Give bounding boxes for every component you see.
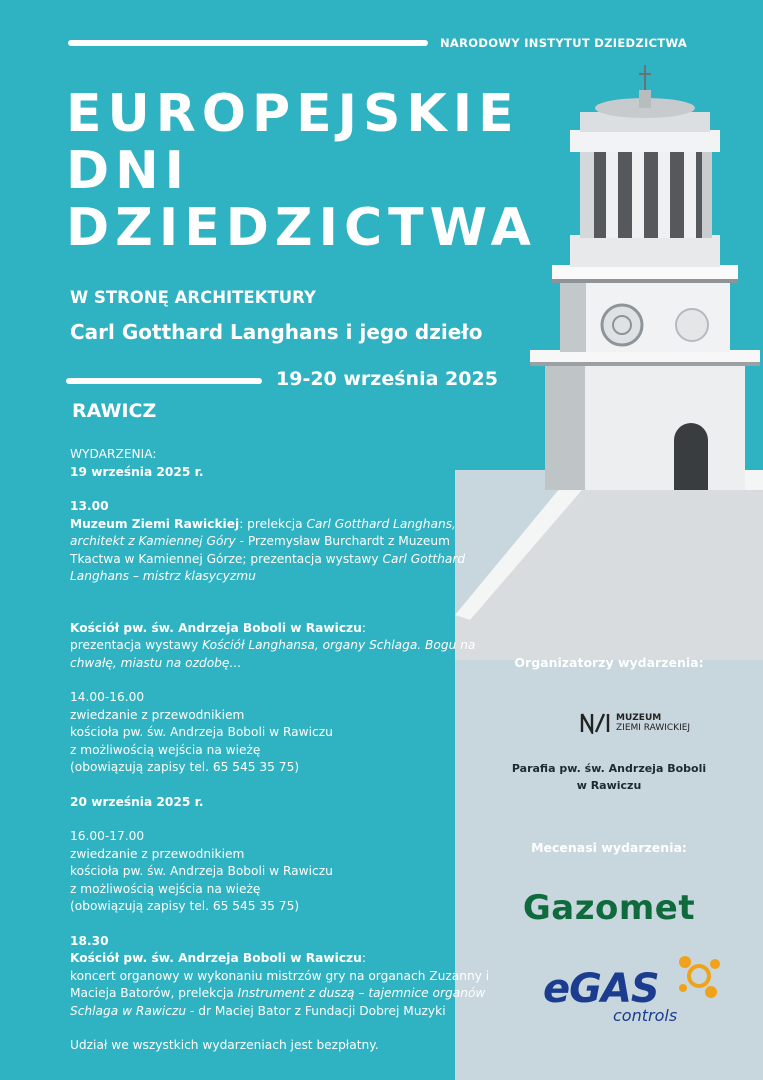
city-name: RAWICZ [72, 400, 157, 422]
parafia-name: Parafia pw. św. Andrzeja Boboli w Rawiczu [511, 762, 707, 792]
event1-description: Muzeum Ziemi Rawickiej: prelekcja Carl Gotthard Langhans, architekt z Kamiennej Góry - Przemysław Burchardt z Muzeum Tkactwa w Kamiennej Górze; prezentacja wystawy Carl Gotthard Langhans – mistrz klasycyzmu [70, 516, 466, 583]
egas-controls-logo [543, 952, 743, 1032]
event4-line-4: (obowiązują zapisy tel. 65 545 35 75) [70, 899, 300, 913]
events-heading: WYDARZENIA: [70, 447, 157, 461]
day1-heading: 19 września 2025 r. [70, 464, 204, 479]
event2-description: Kościół pw. św. Andrzeja Boboli w Rawiczu: prezentacja wystawy Kościół Langhansa, organy Schlaga. Bogu na chwałę, miastu na ozdobę… [70, 620, 476, 670]
title-line-3: DZIEDZICTWA [66, 198, 537, 258]
top-rule [68, 40, 428, 46]
molecule-icon [675, 952, 723, 1000]
muzeum-logo-icon [580, 712, 610, 734]
events-list [70, 446, 490, 1055]
institute-name: NARODOWY INSTYTUT DZIEDZICTWA [440, 36, 688, 50]
event4-time: 16.00-17.00 [70, 829, 145, 843]
title-line-1: EUROPEJSKIE [66, 84, 520, 144]
event3-line-1: zwiedzanie z przewodnikiem [70, 707, 245, 722]
organizers-title: Organizatorzy wydarzenia: [514, 655, 704, 670]
egas-subtitle: controls [613, 1006, 678, 1025]
event-dates: 19-20 września 2025 [276, 368, 498, 390]
event3-time: 14.00-16.00 [70, 690, 145, 704]
egas-wordmark: eGAS [543, 966, 659, 1012]
event5-time: 18.30 [70, 933, 109, 948]
free-entry-note: Udział we wszystkich wydarzeniach jest bezpłatny. [70, 1038, 379, 1052]
muzeum-line-1: MUZEUM [616, 713, 662, 723]
event3-line-2: kościoła pw. św. Andrzeja Boboli w Rawiczu [70, 725, 333, 739]
event4-line-1: zwiedzanie z przewodnikiem [70, 846, 245, 861]
event3-line-4: (obowiązują zapisy tel. 65 545 35 75) [70, 760, 300, 774]
event1-time: 13.00 [70, 499, 109, 513]
muzeum-logo [580, 712, 690, 734]
event4-line-2: kościoła pw. św. Andrzeja Boboli w Rawiczu [70, 864, 333, 878]
day2-heading: 20 września 2025 r. [70, 794, 204, 809]
title-line-2: DNI [66, 141, 191, 201]
patrons-title: Mecenasi wydarzenia: [531, 840, 687, 855]
event3-line-3: z możliwością wejścia na wieżę [70, 742, 261, 757]
event4-line-3: z możliwością wejścia na wieżę [70, 881, 261, 896]
gazomet-logo: Gazomet [522, 888, 696, 928]
subtitle-langhans: Carl Gotthard Langhans i jego dzieło [70, 320, 483, 344]
event5-description: Kościół pw. św. Andrzeja Boboli w Rawiczu: koncert organowy w wykonaniu mistrzów gry na organach Zuzanny i Macieja Batorów, prelekcja Instrument z duszą – tajemnice organów Schlaga w Rawiczu - dr Maciej Bator z Fundacji Dobrej Muzyki [70, 951, 490, 1018]
middle-rule [66, 378, 262, 384]
subtitle-architecture: W STRONĘ ARCHITEKTURY [70, 288, 316, 307]
muzeum-line-2: ZIEMI RAWICKIEJ [616, 723, 691, 733]
